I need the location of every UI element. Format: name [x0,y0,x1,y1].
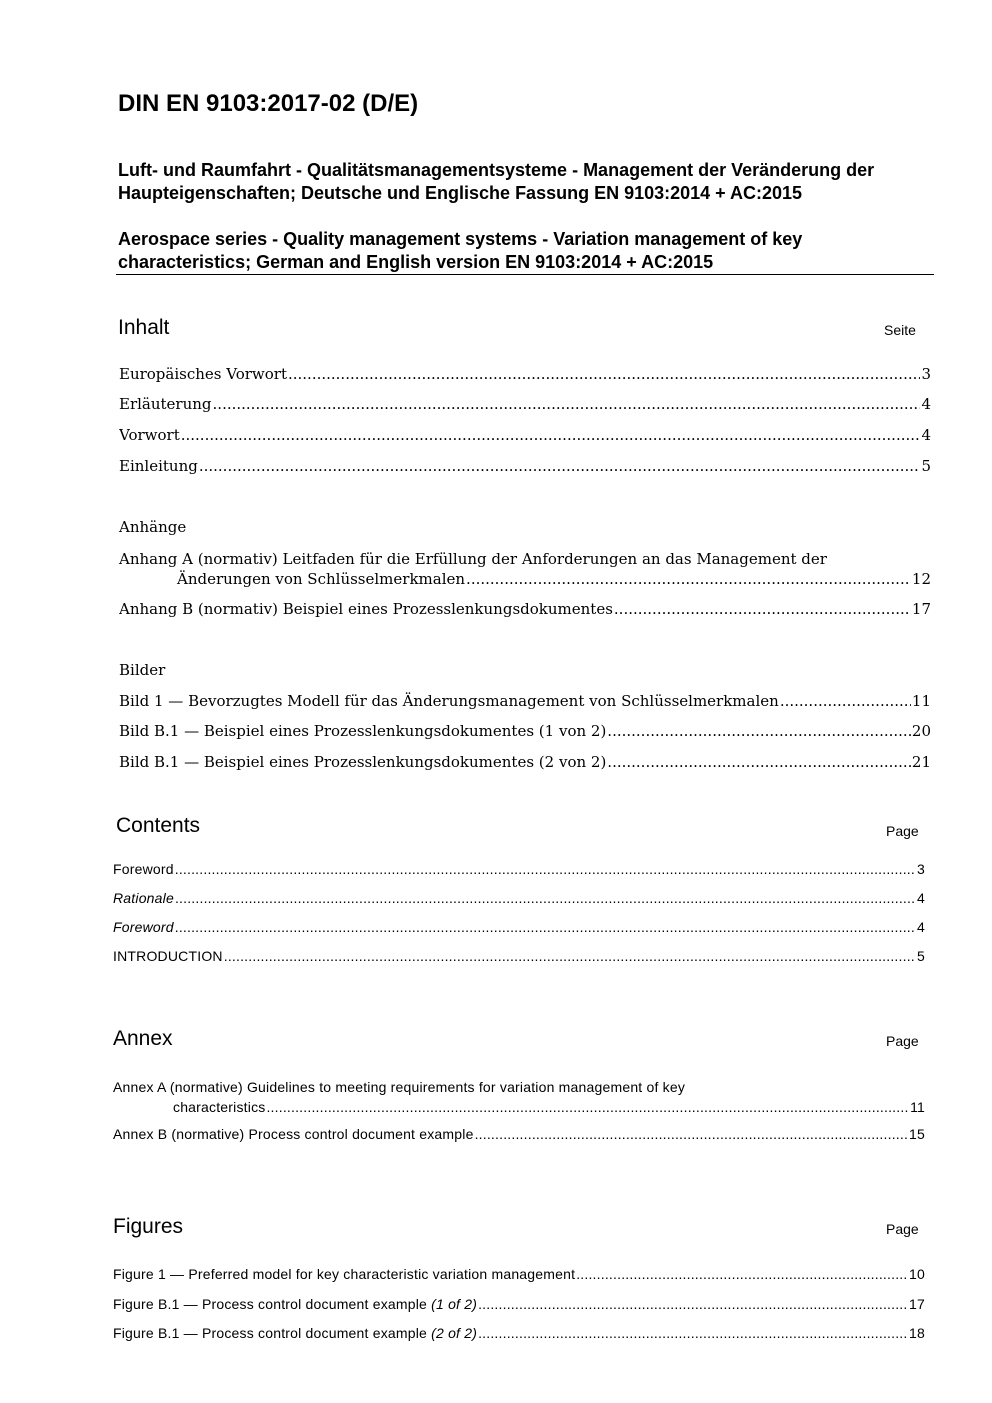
toc-entry-label: Foreword [113,861,174,877]
toc-entry-label: Anhang B (normativ) Beispiel eines Prozesslenkungsdokumentes [119,600,613,618]
toc-entry-page: 18 [909,1325,925,1341]
toc-entry-label: Anhang A (normativ) Leitfaden für die Erfüllung der Anforderungen an das Management der [119,550,827,568]
dot-leader [478,1325,908,1341]
toc-entry-label: Bild B.1 — Beispiel eines Prozesslenkungsdokumentes (1 von 2) [119,722,607,740]
toc-entry-label: Änderungen von Schlüsselmerkmalen [177,570,466,588]
annex-heading: Annex [113,1027,173,1050]
toc-entry-continuation [119,569,931,589]
toc-entry-label: Bild 1 — Bevorzugtes Modell für das Änderungsmanagement von Schlüsselmerkmalen [119,692,779,710]
toc-entry-label: Bild B.1 — Beispiel eines Prozesslenkungsdokumentes (2 von 2) [119,753,607,771]
title-english: Aerospace series - Quality management systems - Variation management of key characteristics; German and English version EN 9103:2014 + AC:2015 [118,229,803,272]
toc-entry-continuation [113,1097,925,1117]
toc-entry-page: 3 [921,365,931,383]
title-divider [116,274,934,275]
toc-entry-page: 11 [911,692,931,710]
toc-entry-page: 12 [911,570,931,588]
toc-entry-figure[interactable] [119,722,931,740]
toc-entry[interactable] [113,861,925,877]
toc-entry-page: 5 [917,948,925,964]
toc-entry-label: Annex B (normative) Process control document example [113,1126,474,1142]
page-label: Page [886,1221,919,1237]
toc-entry-page: 15 [909,1126,925,1142]
figures-heading: Figures [113,1215,184,1238]
bilder-heading: Bilder [119,661,166,679]
dot-leader [475,1126,908,1142]
toc-entry-page: 3 [917,861,925,877]
toc-entry-page: 21 [911,753,931,771]
toc-entry[interactable] [113,919,925,935]
toc-entry-page: 4 [917,890,925,906]
toc-entry-label: Vorwort [119,426,180,444]
dot-leader [466,569,911,589]
toc-entry-label: Annex A (normative) Guidelines to meeting requirements for variation management of key [113,1079,686,1095]
dot-leader [175,890,916,906]
dot-leader [213,395,921,413]
toc-entry-page: 17 [909,1296,925,1312]
toc-entry-label: INTRODUCTION [113,948,223,964]
toc-entry-label: Rationale [113,890,174,906]
dot-leader [175,861,916,877]
toc-entry-label: Erläuterung [119,395,212,413]
dot-leader [224,948,916,964]
dot-leader [780,692,911,710]
toc-entry[interactable] [113,890,925,906]
dot-leader [576,1266,908,1282]
contents-heading: Contents [116,814,201,837]
toc-entry-page: 4 [917,919,925,935]
title-german: Luft- und Raumfahrt - Qualitätsmanagementsysteme - Management der Veränderung der Haupteigenschaften; Deutsche und Englische Fassung EN 9103:2014 + AC:2015 [118,160,875,203]
page-label: Page [886,823,919,839]
page-label: Page [886,1033,919,1049]
toc-entry-label: Einleitung [119,457,198,475]
dot-leader [181,426,921,444]
toc-entry-annex-a[interactable] [119,549,931,589]
toc-entry[interactable] [119,457,931,475]
dot-leader [175,919,916,935]
toc-entry-annex-b[interactable] [119,600,931,618]
toc-entry-label [113,1325,477,1341]
toc-entry-page: 4 [921,395,931,413]
toc-entry-label: Figure 1 — Preferred model for key characteristic variation management [113,1266,576,1282]
toc-entry-label: Europäisches Vorwort [119,365,287,383]
toc-entry-figure[interactable] [113,1296,925,1312]
toc-entry-page: 17 [911,600,931,618]
toc-entry-label-suffix: (2 of 2) [431,1325,478,1341]
dot-leader [607,753,911,771]
dot-leader [199,457,921,475]
toc-entry-page: 4 [921,426,931,444]
toc-entry-annex-a[interactable] [113,1077,925,1117]
toc-entry-label-suffix: (1 of 2) [431,1296,478,1312]
toc-entry-figure[interactable] [119,753,931,771]
toc-entry[interactable] [113,948,925,964]
anhaenge-heading: Anhänge [119,518,187,536]
toc-entry-figure[interactable] [119,692,931,710]
toc-entry-figure[interactable] [113,1266,925,1282]
dot-leader [288,365,920,383]
toc-entry-page: 5 [921,457,931,475]
toc-entry[interactable] [119,365,931,383]
toc-entry[interactable] [119,395,931,413]
toc-entry-page: 11 [910,1099,925,1115]
toc-entry-annex-b[interactable] [113,1126,925,1142]
toc-entry[interactable] [119,426,931,444]
toc-entry-label: Foreword [113,919,174,935]
seite-label: Seite [884,322,916,338]
dot-leader [607,722,911,740]
toc-entry-label-main: Figure B.1 — Process control document example [113,1325,432,1341]
toc-entry-figure[interactable] [113,1325,925,1341]
document-id: DIN EN 9103:2017-02 (D/E) [118,90,419,117]
dot-leader [614,600,911,618]
toc-entry-page: 20 [911,722,931,740]
toc-entry-label-main: Figure B.1 — Process control document example [113,1296,432,1312]
dot-leader [478,1296,908,1312]
dot-leader [266,1097,909,1117]
toc-entry-label: characteristics [173,1099,266,1115]
inhalt-heading: Inhalt [118,316,170,339]
toc-entry-label [113,1296,477,1312]
toc-entry-page: 10 [909,1266,925,1282]
